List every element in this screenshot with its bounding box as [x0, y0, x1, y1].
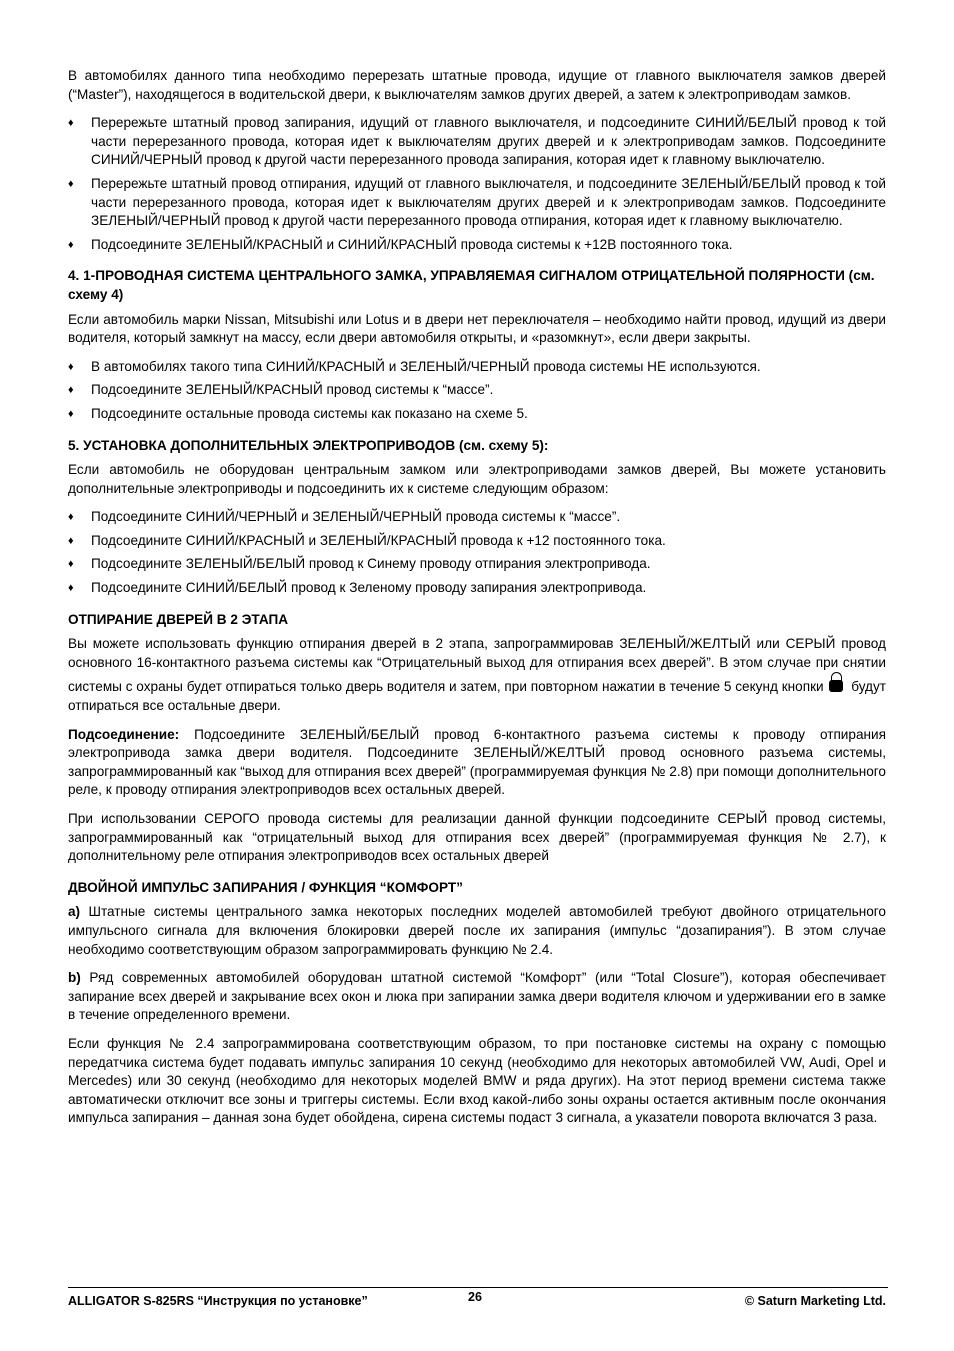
list-item: ♦ Подсоедините СИНИЙ/КРАСНЫЙ и ЗЕЛЕНЫЙ/КРАСНЫЙ провода к +12 постоянного тока. — [68, 532, 886, 551]
comfort-final-paragraph: Если функция № 2.4 запрограммирована соответствующим образом, то при постановке системы на охрану с помощью передатчика система будет подавать импульс запирания 10 секунд (необходимо для некоторых автомобилей VW, Audi, Opel и Mercedes) или 30 секунд (необходимо для некоторых моделей BMW и ряда других). На этот период времени система также автоматически отключит все зоны и триггеры системы. Если вход какой-либо зоны охраны остается активным после окончания импульса запирания – данная зона будет обойдена, сирена системы подаст 3 сигнала, а указатели поворота включатся 3 раза. — [68, 1035, 886, 1126]
list-item: ♦ Подсоедините ЗЕЛЕНЫЙ/КРАСНЫЙ и СИНИЙ/КРАСНЫЙ провода системы к +12В постоянного тока. — [68, 236, 886, 255]
section-4-bullet-list — [68, 358, 886, 424]
document-page — [68, 67, 886, 1138]
padlock-icon — [829, 672, 845, 694]
unlock-text-part1: Вы можете использовать функцию отпирания дверей в 2 этапа, запрограммировав ЗЕЛЕНЫЙ/ЖЕЛТЫЙ или СЕРЫЙ провод основного 16-контактного разъема системы как “Отрицательный выход для отпирания всех дверей”. В этом случае при снятии системы с охраны будет отпираться только дверь водителя и затем, при повторном нажатии в течение 5 секунд кнопки — [68, 636, 886, 695]
paragraph-a-text: Штатные системы центрального замка некоторых последних моделей автомобилей требуют двойного отрицательного импульсного сигнала для включения блокировки дверей после их запирания (импульс “дозапирания”). В этом случае необходимо соответствующим образом запрограммировать функцию № 2.4. — [68, 904, 886, 957]
section-5-heading: 5. УСТАНОВКА ДОПОЛНИТЕЛЬНЫХ ЭЛЕКТРОПРИВОДОВ (см. схему 5): — [68, 437, 549, 453]
comfort-paragraph-a — [68, 903, 886, 959]
section-4-heading: 4. 1-ПРОВОДНАЯ СИСТЕМА ЦЕНТРАЛЬНОГО ЗАМКА, УПРАВЛЯЕМАЯ СИГНАЛОМ ОТРИЦАТЕЛЬНОЙ ПОЛЯРНОСТИ (см. схему 4) — [68, 268, 875, 302]
list-item: ♦ Подсоедините СИНИЙ/ЧЕРНЫЙ и ЗЕЛЕНЫЙ/ЧЕРНЫЙ провода системы к “массе”. — [68, 508, 886, 527]
footer-divider — [68, 1287, 888, 1288]
paragraph-a-label: a) — [68, 904, 81, 920]
connection-text: Подсоедините ЗЕЛЕНЫЙ/БЕЛЫЙ провод 6-контактного разъема системы к проводу отпирания электропривода замка двери водителя. Подсоедините ЗЕЛЕНЫЙ/ЖЕЛТЫЙ провод основного разъема системы, запрограммированный как “выход для отпирания всех дверей” (программируемая функция № 2.8) при помощи дополнительного реле, к проводу отпирания электроприводов всех остальных дверей. — [68, 726, 886, 798]
list-item: ♦ Перережьте штатный провод запирания, идущий от главного выключателя, и подсоедините СИНИЙ/БЕЛЫЙ провод к той части перерезанного провода, которая идет к выключателям других дверей и к электроприводам замков. Подсоедините СИНИЙ/ЧЕРНЫЙ провод к другой части перерезанного провода запирания, которая идет к главному выключателю. — [68, 114, 886, 170]
comfort-section-heading: ДВОЙНОЙ ИМПУЛЬС ЗАПИРАНИЯ / ФУНКЦИЯ “КОМФОРТ” — [68, 879, 463, 895]
list-item: ♦ Подсоедините остальные провода системы как показано на схеме 5. — [68, 405, 886, 424]
intro-paragraph: В автомобилях данного типа необходимо перерезать штатные провода, идущие от главного выключателя замков дверей (“Master”), находящегося в водительской двери, к выключателям замков других дверей, а затем к электроприводам замков. — [68, 68, 886, 102]
unlock-paragraph — [68, 635, 886, 715]
connection-label: Подсоединение: — [68, 726, 180, 742]
list-item: ♦ Перережьте штатный провод отпирания, идущий от главного выключателя, и подсоедините ЗЕЛЕНЫЙ/БЕЛЫЙ провод к той части перерезанного провода, которая идет к выключателям других дверей и к электроприводам замков. Подсоедините ЗЕЛЕНЫЙ/ЧЕРНЫЙ провод к другой части перерезанного провода отпирания, которая идет к главному выключателю. — [68, 175, 886, 231]
comfort-paragraph-b — [68, 969, 886, 1025]
section-4-paragraph: Если автомобиль марки Nissan, Mitsubishi или Lotus и в двери нет переключателя – необходимо найти провод, идущий из двери водителя, который замкнут на массу, если двери автомобиля открыты, и «разомкнут», если двери закрыты. — [68, 311, 886, 346]
page-footer — [68, 1290, 886, 1312]
paragraph-b-label: b) — [68, 970, 81, 986]
grey-wire-paragraph: При использовании СЕРОГО провода системы для реализации данной функции подсоедините СЕРЫЙ провод системы, запрограммированный как “отрицательный выход для отпирания всех дверей” (программируемая функция № 2.7), к дополнительному реле отпирания электроприводов всех остальных дверей — [68, 811, 886, 864]
unlock-section-heading: ОТПИРАНИЕ ДВЕРЕЙ В 2 ЭТАПА — [68, 611, 289, 627]
list-item: ♦ Подсоедините ЗЕЛЕНЫЙ/КРАСНЫЙ провод системы к “массе”. — [68, 381, 886, 400]
footer-title: ALLIGATOR S-825RS “Инструкция по установке” — [68, 1294, 368, 1308]
intro-bullet-list — [68, 114, 886, 254]
section-5-bullet-list — [68, 508, 886, 597]
paragraph-b-text: Ряд современных автомобилей оборудован штатной системой “Комфорт” (или “Total Closure”), которая обеспечивает запирание всех дверей и закрывание всех окон и люка при запирании замка двери водителя ключом и удерживании его в замке в течение определенного времени. — [68, 970, 886, 1023]
page-number: 26 — [468, 1290, 482, 1304]
list-item: ♦ Подсоедините ЗЕЛЕНЫЙ/БЕЛЫЙ провод к Синему проводу отпирания электропривода. — [68, 555, 886, 574]
list-item: ♦ В автомобилях такого типа СИНИЙ/КРАСНЫЙ и ЗЕЛЕНЫЙ/ЧЕРНЫЙ провода системы НЕ используются. — [68, 358, 886, 377]
list-item: ♦ Подсоедините СИНИЙ/БЕЛЫЙ провод к Зеленому проводу запирания электропривода. — [68, 579, 886, 598]
connection-paragraph — [68, 726, 886, 800]
unlock-text-part2: будут отпираться все остальные двери. — [68, 679, 887, 714]
section-5-paragraph: Если автомобиль не оборудован центральным замком или электроприводами замков дверей, Вы можете установить дополнительные электроприводы и подсоединить их к системе следующим образом: — [68, 462, 886, 496]
footer-copyright: © Saturn Marketing Ltd. — [744, 1294, 886, 1308]
